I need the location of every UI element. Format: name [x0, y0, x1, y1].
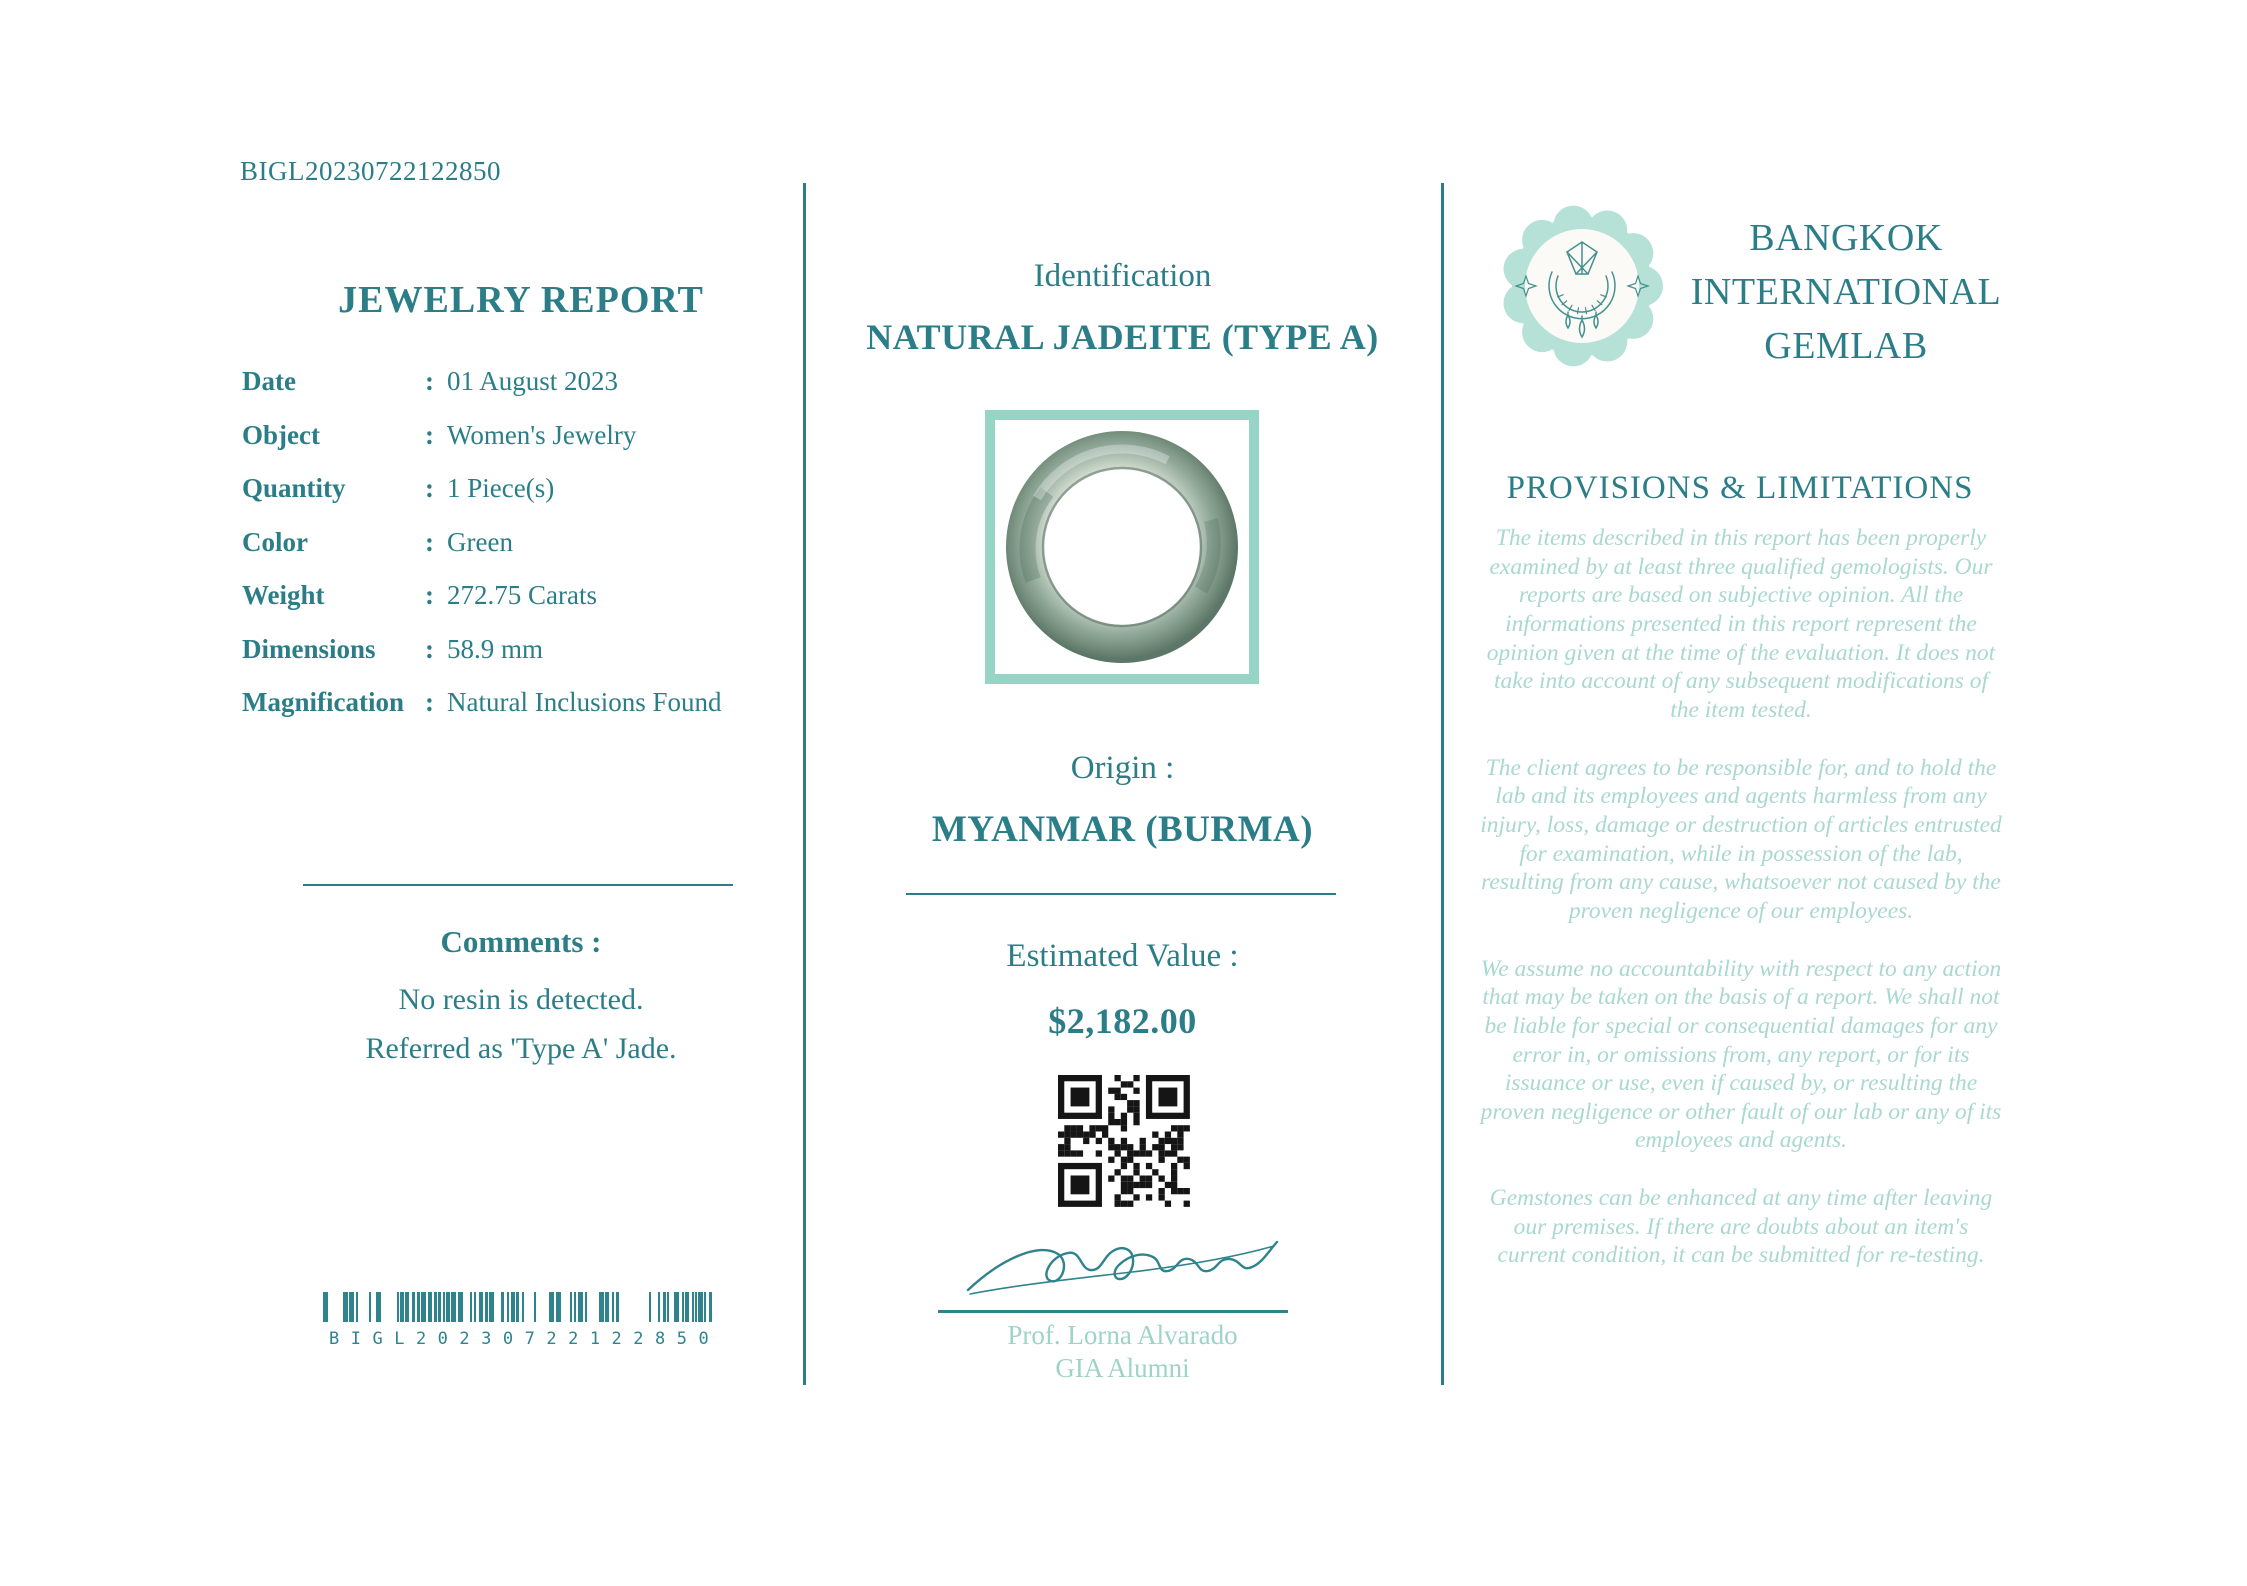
- report-number: BIGL20230722122850: [240, 156, 501, 186]
- field-colon: :: [425, 580, 434, 610]
- report-fields-table: [242, 366, 804, 741]
- table-row: [242, 687, 804, 741]
- identification-label: Identification: [1033, 258, 1212, 294]
- identification-value: NATURAL JADEITE (TYPE A): [866, 317, 1379, 357]
- field-label: Magnification: [242, 687, 404, 717]
- jade-bangle-photo: [985, 410, 1259, 684]
- origin-label: Origin :: [1070, 750, 1175, 786]
- field-value: 272.75 Carats: [447, 580, 597, 610]
- field-colon: :: [425, 419, 434, 450]
- report-title: JEWELRY REPORT: [338, 279, 704, 321]
- field-value: 1 Piece(s): [447, 473, 555, 503]
- field-label: Dimensions: [242, 633, 376, 664]
- jade-bangle-image: [1005, 430, 1239, 664]
- column-divider-right: [1441, 183, 1444, 1385]
- table-row: [242, 366, 804, 420]
- value-divider: [906, 893, 1336, 895]
- field-value: 58.9 mm: [447, 633, 544, 664]
- field-value: Green: [447, 526, 513, 557]
- comments-title: Comments :: [440, 924, 602, 959]
- signature-line: [938, 1310, 1288, 1313]
- lab-name: BANGKOK INTERNATIONAL GEMLAB: [1690, 217, 2002, 367]
- table-row: [242, 634, 804, 688]
- provisions-paragraph: The items described in this report has been properly examined by at least three qualified gemologists. Our reports are based on subjective opinion. All the informations presented in this report represent the opinion given at the time of the evaluation. It does not take into account of any subsequent modifications of the item tested.: [1486, 525, 1996, 723]
- provisions-paragraph: We assume no accountability with respect to any action that may be taken on the basis of a report. We shall not be liable for special or consequential damages for any error in, or omissions from, any report, or for its issuance or use, even if caused by, or resulting the proven negligence or other fault of our lab or any of its employees and agents.: [1480, 955, 2002, 1154]
- comment-line: No resin is detected.: [398, 983, 644, 1016]
- field-value: Natural Inclusions Found: [447, 687, 722, 717]
- field-value: Women's Jewelry: [447, 419, 637, 450]
- field-colon: :: [425, 633, 434, 664]
- signatory-name: Prof. Lorna Alvarado: [1007, 1320, 1238, 1350]
- identification-section: [810, 0, 1435, 1586]
- barcode-text: BIGL20230722122850: [329, 1329, 721, 1349]
- report-details-section: [240, 0, 802, 1586]
- field-label: Quantity: [242, 473, 346, 503]
- provisions-title: PROVISIONS & LIMITATIONS: [1506, 470, 1974, 506]
- field-colon: :: [425, 366, 434, 396]
- qr-code-image: [1058, 1075, 1190, 1207]
- signatory-credential: GIA Alumni: [1055, 1353, 1190, 1383]
- origin-value: MYANMAR (BURMA): [931, 809, 1314, 850]
- provisions-paragraph: Gemstones can be enhanced at any time after leaving our premises. If there are doubts about an item's current condition, it can be submitted for re-testing.: [1489, 1185, 1993, 1269]
- signature-strokes: [962, 1228, 1282, 1310]
- provisions-text: [1478, 524, 2004, 1299]
- table-row: [242, 527, 804, 581]
- column-divider-left: [803, 183, 806, 1385]
- field-value: 01 August 2023: [447, 366, 619, 396]
- field-label: Weight: [242, 580, 325, 610]
- signature: [962, 1228, 1282, 1310]
- barcode-bars: [323, 1292, 713, 1322]
- field-colon: :: [425, 473, 434, 503]
- barcode: [323, 1292, 721, 1349]
- field-label: Date: [242, 366, 296, 396]
- comments-divider: [303, 884, 733, 886]
- table-row: [242, 580, 804, 634]
- field-colon: :: [425, 526, 434, 557]
- table-row: [242, 420, 804, 474]
- field-label: Object: [242, 419, 320, 450]
- field-label: Color: [242, 526, 308, 557]
- comment-line: Referred as 'Type A' Jade.: [365, 1032, 677, 1065]
- estimated-value-label: Estimated Value :: [1006, 938, 1239, 974]
- estimated-value-amount: $2,182.00: [1048, 1001, 1197, 1041]
- table-row: [242, 473, 804, 527]
- gemlab-logo-icon: [1500, 204, 1664, 368]
- provisions-paragraph: The client agrees to be responsible for, and to hold the lab and its employees and agents harmless from any injury, loss, damage or destruction of articles entrusted for examination, while in possession of the lab, resulting from any cause, whatsoever not caused by the proven negligence of our employees.: [1480, 754, 2002, 924]
- field-colon: :: [425, 687, 434, 717]
- qr-code: [1058, 1075, 1190, 1207]
